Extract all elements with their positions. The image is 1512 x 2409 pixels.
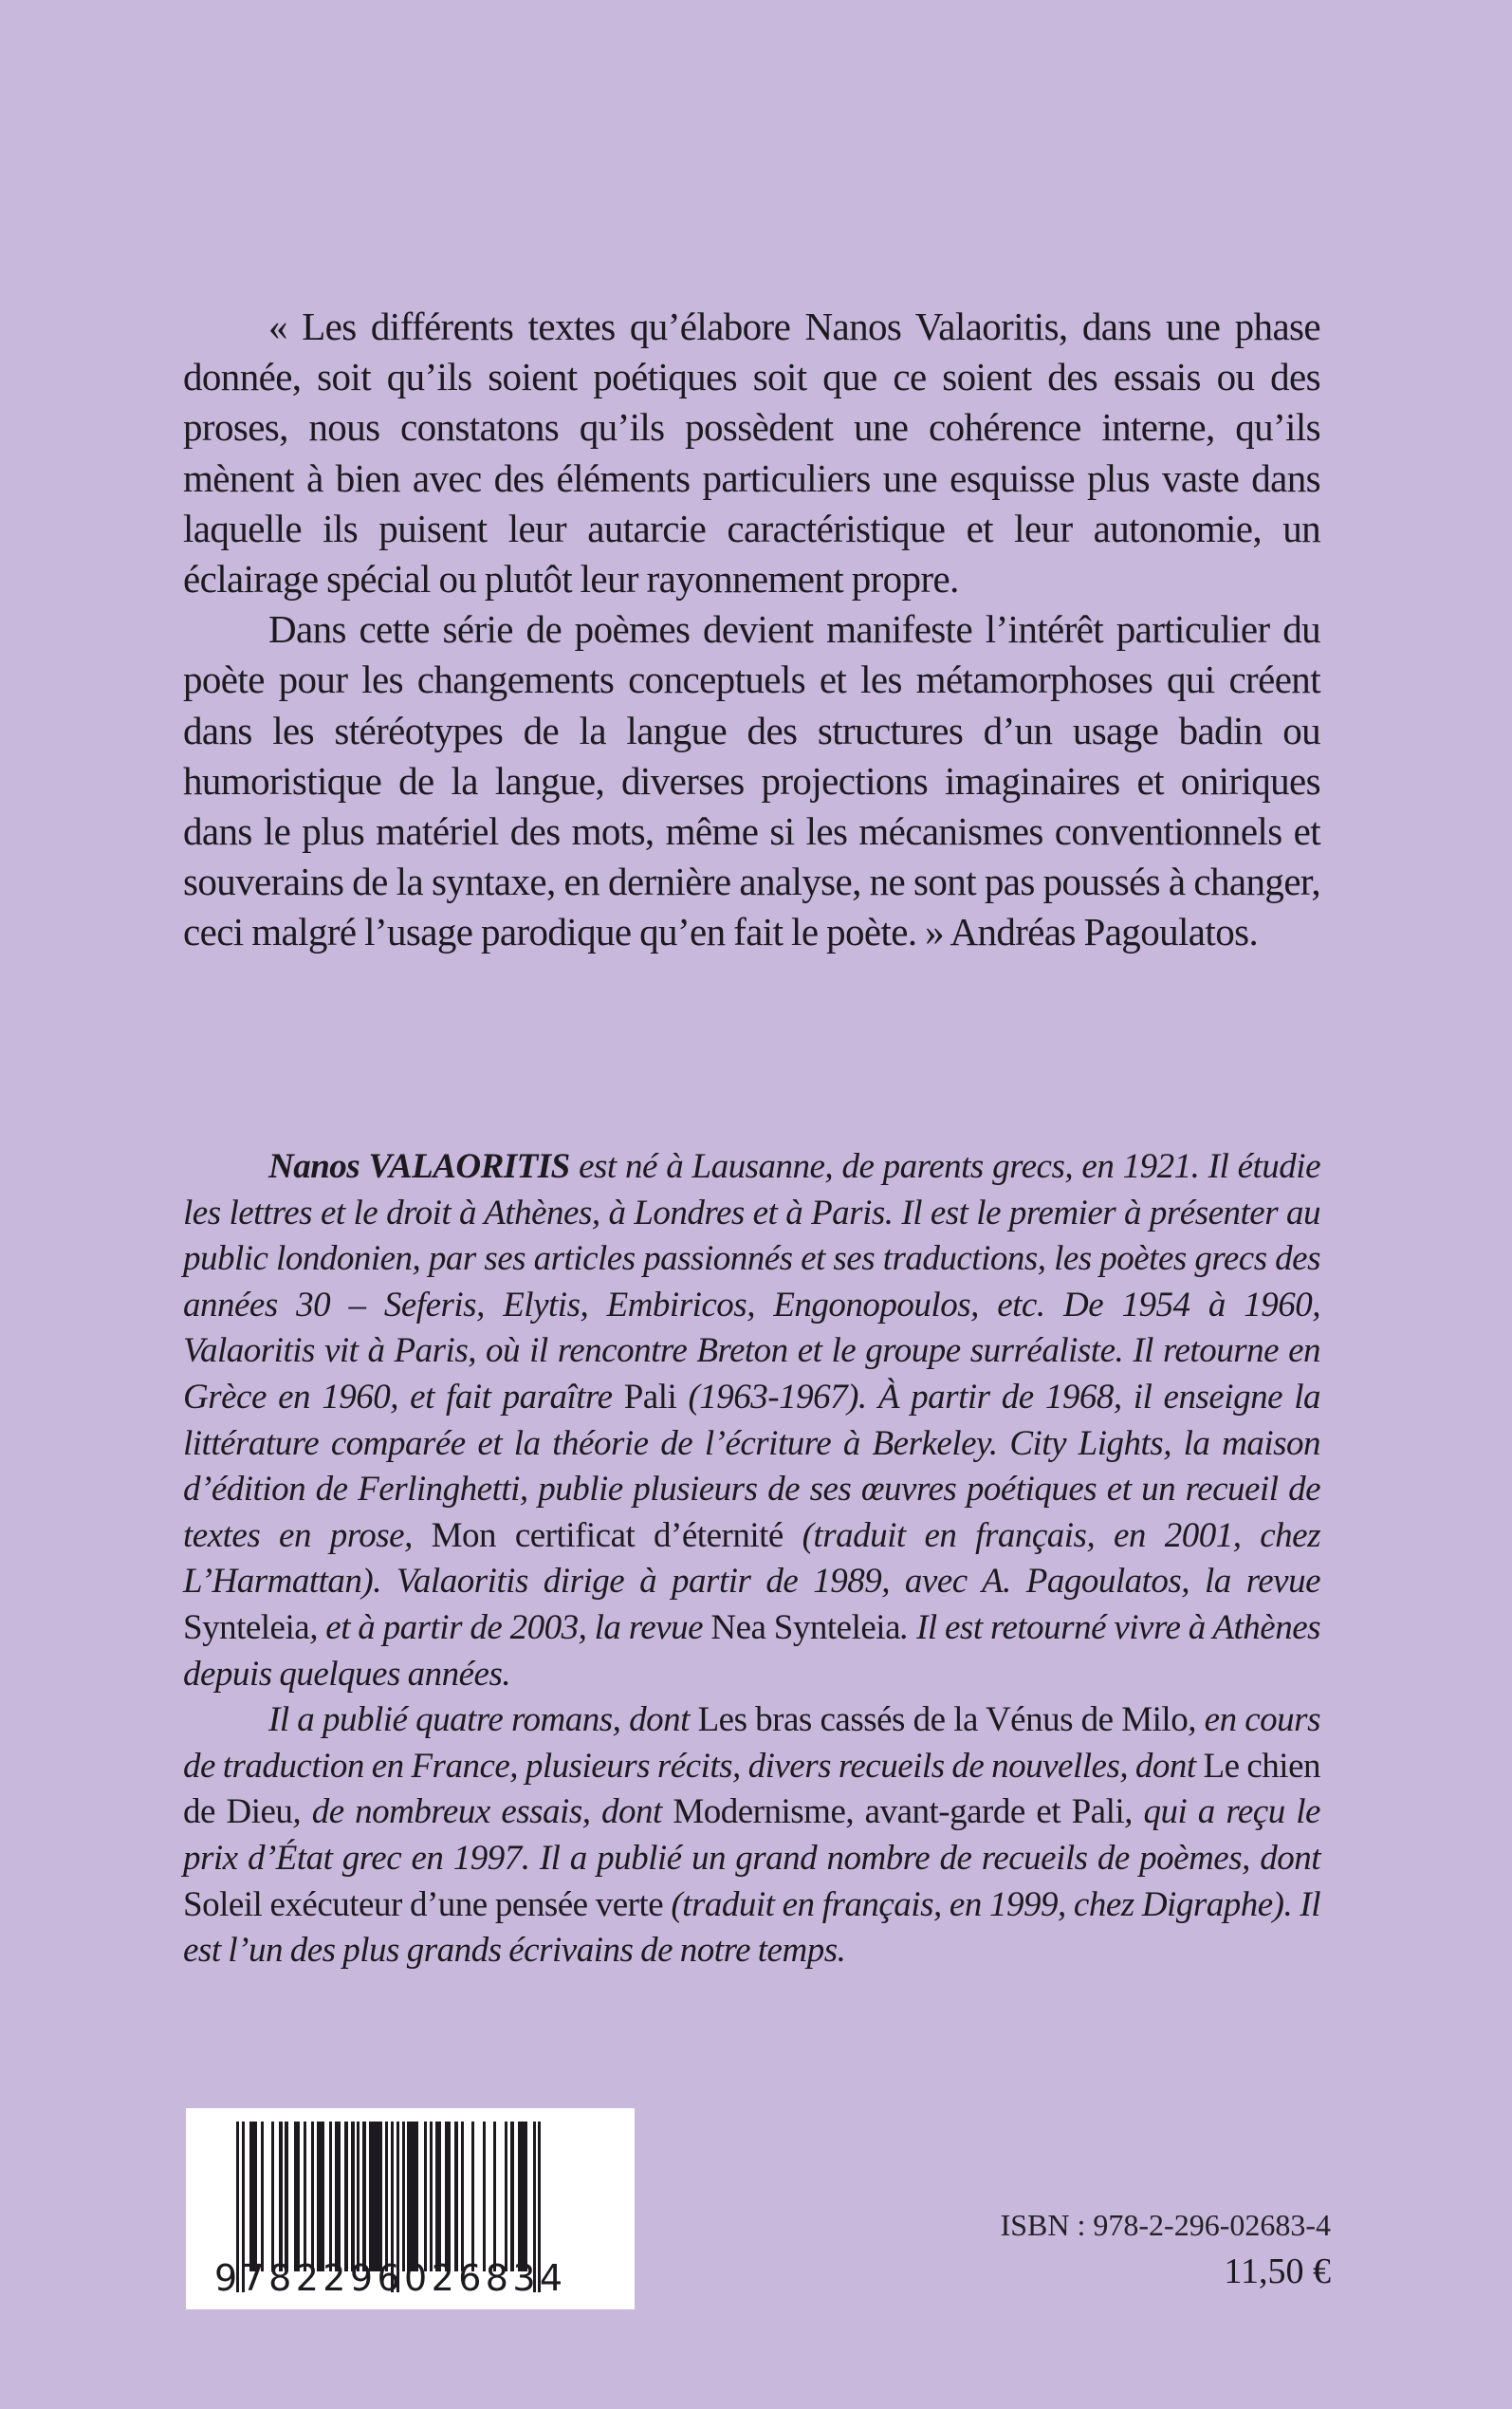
bio-text: . Il est retourné vivre à Athènes depuis quelques années. (183, 1607, 1321, 1694)
work-title-mon-certificat: Mon certificat d’éternité (431, 1515, 784, 1555)
bio-text: , et à partir de 2003, la revue (309, 1607, 711, 1647)
back-cover-quote (183, 302, 1320, 958)
price: 11,50 € (1224, 2251, 1331, 2291)
work-title-bras-casses: Les bras cassés de la Vénus de Milo (697, 1700, 1189, 1740)
quote-paragraph-2: Dans cette série de poèmes devient manifeste l’intérêt particulier du poète pour les changements conceptuels et les métamorphoses qui créent dans les stéréotypes de la langue des structures d’un usage badin ou humoristique de la langue, diverses projections imaginaires et oniriques dans le plus matériel des mots, même si les mécanismes conventionnels et souverains de la syntaxe, en dernière analyse, ne sont pas poussés à changer, ceci malgré l’usage parodique qu’en fait le poète. » Andréas Pagoulatos. (183, 607, 1320, 954)
author-name: Nanos VALAORITIS (268, 1147, 570, 1186)
work-title-nea-synteleia: Nea Synteleia (710, 1607, 900, 1647)
work-title-chien-de-dieu: Le chien de Dieu (183, 1746, 1320, 1832)
work-title-soleil: Soleil exécuteur d’une pensée verte (183, 1884, 664, 1924)
bio-text: (1963-1967). À partir de 1968, il enseigne la littérature comparée et la théorie de l’écriture à Berkeley. City Lights, la maison d’édition de Ferlinghetti, publie plusieurs de ses œuvres poétiques et un recueil de textes en prose, (183, 1377, 1320, 1555)
quote-paragraph-1: « Les différents textes qu’élabore Nanos Valaoritis, dans une phase donnée, soit qu’ils soient poétiques soit que ce soient des essais ou des proses, nous constatons qu’ils possèdent une cohérence interne, qu’ils mènent à bien avec des éléments particuliers une esquisse plus vaste dans laquelle ils puisent leur autarcie caractéristique et leur autonomie, un éclairage spécial ou plutôt leur rayonnement propre. (183, 305, 1320, 602)
bio-paragraph-1 (183, 1144, 1320, 1697)
bio-paragraph-2 (183, 1697, 1320, 1974)
bio-text: (traduit en français, en 1999, chez Digraphe). Il est l’un des plus grands écrivains de notre temps. (183, 1884, 1320, 1971)
author-biography (183, 1144, 1320, 1974)
work-title-modernisme: Modernisme, avant-garde et Pali (673, 1792, 1125, 1832)
bio-text: (traduit en français, en 2001, chez L’Harmattan). Valaoritis dirige à partir de 1989, avec A. Pagoulatos, la revue (183, 1515, 1320, 1602)
barcode-number: 9782296026834 (214, 2257, 567, 2299)
work-title-pali: Pali (623, 1377, 677, 1417)
bio-text: Il a publié quatre romans, dont (268, 1700, 698, 1740)
isbn: ISBN : 978-2-296-02683-4 (1000, 2208, 1331, 2242)
bio-text: est né à Lausanne, de parents grecs, en 1921. Il étudie les lettres et le droit à Athènes, à Londres et à Paris. Il est le premier à présenter au public londonien, par ses articles passionnés et ses traductions, les poètes grecs des années 30 – Seferis, Elytis, Embiricos, Engonopoulos, etc. De 1954 à 1960, Valaoritis vit à Paris, où il rencontre Breton et le groupe surréaliste. Il retourne en Grèce en 1960, et fait paraître (183, 1147, 1320, 1417)
bio-text: , en cours de traduction en France, plusieurs récits, divers recueils de nouvelles, dont (183, 1700, 1320, 1786)
bio-text: , qui a reçu le prix d’État grec en 1997. Il a publié un grand nombre de recueils de poèmes, dont (183, 1792, 1320, 1878)
bio-text: , de nombreux essais, dont (292, 1792, 673, 1832)
work-title-synteleia: Synteleia (183, 1607, 310, 1647)
